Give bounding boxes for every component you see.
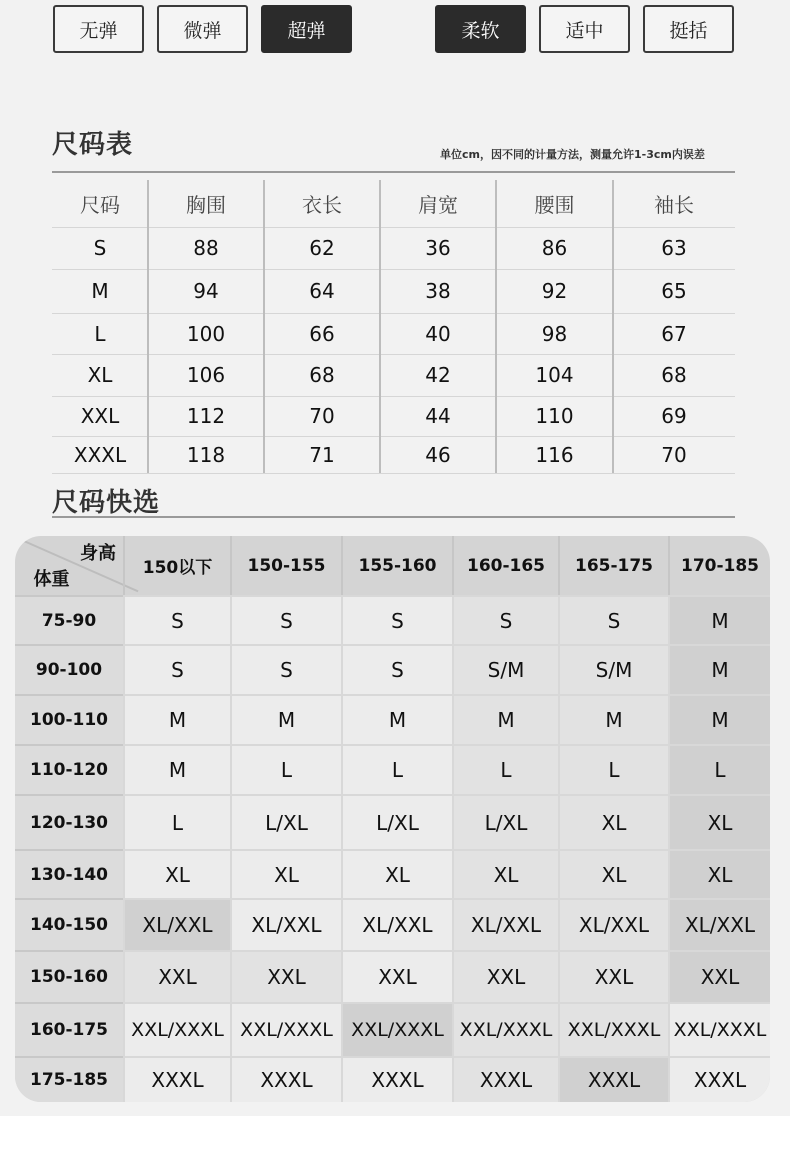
height-header-cell: 150以下 <box>123 536 230 595</box>
size-chart-divider <box>52 171 735 173</box>
weight-row-label: 175-185 <box>15 1056 123 1102</box>
size-chart-cell: S <box>93 236 107 260</box>
size-chart-cell: XXL <box>80 404 120 428</box>
size-recommendation-cell: XXL/XXXL <box>452 1002 558 1056</box>
size-chart-column-divider <box>379 180 381 473</box>
size-chart-cell: 42 <box>425 363 451 387</box>
size-recommendation-cell: M <box>230 694 341 744</box>
size-chart-cell: 69 <box>661 404 687 428</box>
corner-height-label: 身高 <box>80 543 116 564</box>
size-chart-header-cell: 肩宽 <box>418 193 458 217</box>
size-chart-header-cell: 胸围 <box>186 193 226 217</box>
height-header-cell: 160-165 <box>452 536 558 595</box>
size-chart-cell: 94 <box>193 279 219 303</box>
size-chart-row <box>52 354 735 397</box>
size-recommendation-cell: XXL/XXXL <box>123 1002 230 1056</box>
size-chart-cell: XL <box>87 363 113 387</box>
size-recommendation-cell: M <box>668 644 770 694</box>
size-chart-cell: 71 <box>309 442 335 467</box>
size-recommendation-cell: S/M <box>558 644 668 694</box>
elasticity-option-button[interactable]: 微弹 <box>157 5 248 53</box>
size-chart-cell: 36 <box>425 236 451 260</box>
size-recommendation-cell: XL/XXL <box>452 898 558 950</box>
footer-space <box>0 1116 790 1170</box>
size-recommendation-cell: XXL <box>341 950 452 1002</box>
size-recommendation-cell: M <box>123 744 230 794</box>
size-recommendation-cell: XXXL <box>558 1056 668 1102</box>
size-recommendation-cell: L <box>452 744 558 794</box>
size-recommendation-cell: XXL <box>230 950 341 1002</box>
quick-select-table <box>15 536 770 1102</box>
weight-row-label: 100-110 <box>15 694 123 744</box>
size-recommendation-cell: XL/XXL <box>558 898 668 950</box>
weight-row-label: 130-140 <box>15 849 123 898</box>
size-chart-cell: 68 <box>661 363 687 387</box>
size-chart-cell: 100 <box>186 321 226 346</box>
size-recommendation-cell: L <box>558 744 668 794</box>
size-chart-cell: 64 <box>309 279 335 303</box>
height-header-cell: 150-155 <box>230 536 341 595</box>
size-chart-cell: 63 <box>661 236 687 260</box>
size-chart-cell: 104 <box>535 363 574 387</box>
size-recommendation-cell: XXXL <box>230 1056 341 1102</box>
size-recommendation-cell: XL <box>558 849 668 898</box>
height-header-cell: 170-185 <box>668 536 770 595</box>
size-chart-header-cell: 袖长 <box>654 193 694 217</box>
size-chart-cell: 62 <box>309 236 335 260</box>
size-chart-cell: 86 <box>541 236 568 260</box>
size-recommendation-cell: S <box>123 644 230 694</box>
size-recommendation-cell: L <box>230 744 341 794</box>
size-recommendation-cell: L <box>123 794 230 849</box>
size-chart-column-divider <box>612 180 614 473</box>
elasticity-option-button[interactable]: 无弹 <box>53 5 144 53</box>
size-recommendation-cell: XXXL <box>668 1056 770 1102</box>
size-recommendation-cell: XXXL <box>341 1056 452 1102</box>
size-chart-cell: 68 <box>309 363 335 387</box>
size-chart-cell: 112 <box>186 404 226 428</box>
weight-row-label: 75-90 <box>15 595 123 644</box>
size-recommendation-cell: S <box>230 595 341 644</box>
size-chart-cell: 46 <box>425 442 451 467</box>
size-recommendation-cell: S <box>123 595 230 644</box>
size-recommendation-cell: XXL <box>123 950 230 1002</box>
size-chart-row <box>52 313 735 355</box>
weight-row-label: 110-120 <box>15 744 123 794</box>
size-recommendation-cell: S <box>341 595 452 644</box>
size-recommendation-cell: XXL/XXXL <box>558 1002 668 1056</box>
size-recommendation-cell: XXL/XXXL <box>668 1002 770 1056</box>
size-chart-cell: XXXL <box>73 442 127 467</box>
size-chart-header-cell: 尺码 <box>80 193 120 217</box>
size-recommendation-cell: M <box>123 694 230 744</box>
weight-row-label: 90-100 <box>15 644 123 694</box>
size-chart-cell: 65 <box>661 279 687 303</box>
size-recommendation-cell: M <box>668 694 770 744</box>
size-chart-cell: 118 <box>186 442 226 467</box>
size-recommendation-cell: XXL <box>558 950 668 1002</box>
size-recommendation-cell: L/XL <box>230 794 341 849</box>
size-chart-cell: 98 <box>541 321 568 346</box>
size-recommendation-cell: M <box>341 694 452 744</box>
size-chart-cell: 88 <box>193 236 219 260</box>
size-chart-cell: 40 <box>425 321 451 346</box>
size-chart-header-cell: 衣长 <box>302 193 342 217</box>
size-chart-cell: 66 <box>309 321 335 346</box>
size-chart-cell: 70 <box>309 404 335 428</box>
size-recommendation-cell: XL <box>452 849 558 898</box>
size-chart-cell: 38 <box>425 279 451 303</box>
size-chart-cell: 106 <box>186 363 226 387</box>
size-chart-cell: M <box>91 279 109 303</box>
size-recommendation-cell: XL/XXL <box>123 898 230 950</box>
corner-weight-label: 体重 <box>33 569 70 590</box>
size-recommendation-cell: S <box>230 644 341 694</box>
size-recommendation-cell: S/M <box>452 644 558 694</box>
size-recommendation-cell: XXXL <box>452 1056 558 1102</box>
size-chart-cell: 70 <box>661 442 687 467</box>
size-chart-column-divider <box>147 180 149 473</box>
size-chart-row <box>52 436 735 474</box>
size-chart-cell: 116 <box>535 442 574 467</box>
size-recommendation-cell: S <box>341 644 452 694</box>
size-recommendation-cell: XXL/XXXL <box>230 1002 341 1056</box>
size-chart-row <box>52 396 735 437</box>
size-chart-header-row <box>52 180 735 228</box>
height-header-cell: 155-160 <box>341 536 452 595</box>
size-chart-row <box>52 269 735 314</box>
measurement-note: 单位cm，因不同的计量方法，测量允许1-3cm内误差 <box>440 148 705 161</box>
size-chart-cell: 44 <box>425 404 451 428</box>
texture-option-button[interactable]: 适中 <box>539 5 630 53</box>
size-chart-column-divider <box>263 180 265 473</box>
size-recommendation-cell: XL <box>230 849 341 898</box>
size-recommendation-cell: XL <box>341 849 452 898</box>
size-chart-header-cell: 腰围 <box>534 193 575 217</box>
size-chart-cell: L <box>94 321 106 346</box>
size-recommendation-cell: L/XL <box>341 794 452 849</box>
size-chart-row <box>52 227 735 270</box>
size-chart-cell: 110 <box>535 404 574 428</box>
weight-row-label: 150-160 <box>15 950 123 1002</box>
size-recommendation-cell: L/XL <box>452 794 558 849</box>
size-recommendation-cell: XL/XXL <box>341 898 452 950</box>
elasticity-option-button[interactable]: 超弹 <box>261 5 352 53</box>
weight-row-label: 140-150 <box>15 898 123 950</box>
size-recommendation-cell: XXL <box>668 950 770 1002</box>
size-recommendation-cell: L <box>341 744 452 794</box>
size-recommendation-cell: XL/XXL <box>230 898 341 950</box>
size-recommendation-cell: XXL/XXXL <box>341 1002 452 1056</box>
texture-option-button[interactable]: 挺括 <box>643 5 734 53</box>
size-chart-cell: 67 <box>661 321 687 346</box>
size-chart-title: 尺码表 <box>52 130 134 160</box>
size-recommendation-cell: M <box>452 694 558 744</box>
size-recommendation-cell: M <box>558 694 668 744</box>
size-recommendation-cell: M <box>668 595 770 644</box>
size-recommendation-cell: S <box>452 595 558 644</box>
size-recommendation-cell: XL <box>668 849 770 898</box>
size-recommendation-cell: XXL <box>452 950 558 1002</box>
size-chart-column-divider <box>495 180 497 473</box>
height-header-cell: 165-175 <box>558 536 668 595</box>
size-recommendation-cell: XL <box>558 794 668 849</box>
size-recommendation-cell: XL <box>123 849 230 898</box>
size-chart-cell: 92 <box>541 279 568 303</box>
size-recommendation-cell: L <box>668 744 770 794</box>
weight-row-label: 120-130 <box>15 794 123 849</box>
size-recommendation-cell: XL <box>668 794 770 849</box>
size-recommendation-cell: XXXL <box>123 1056 230 1102</box>
size-recommendation-cell: XL/XXL <box>668 898 770 950</box>
weight-row-label: 160-175 <box>15 1002 123 1056</box>
size-recommendation-cell: S <box>558 595 668 644</box>
texture-option-button[interactable]: 柔软 <box>435 5 526 53</box>
quick-select-title: 尺码快选 <box>52 488 161 518</box>
